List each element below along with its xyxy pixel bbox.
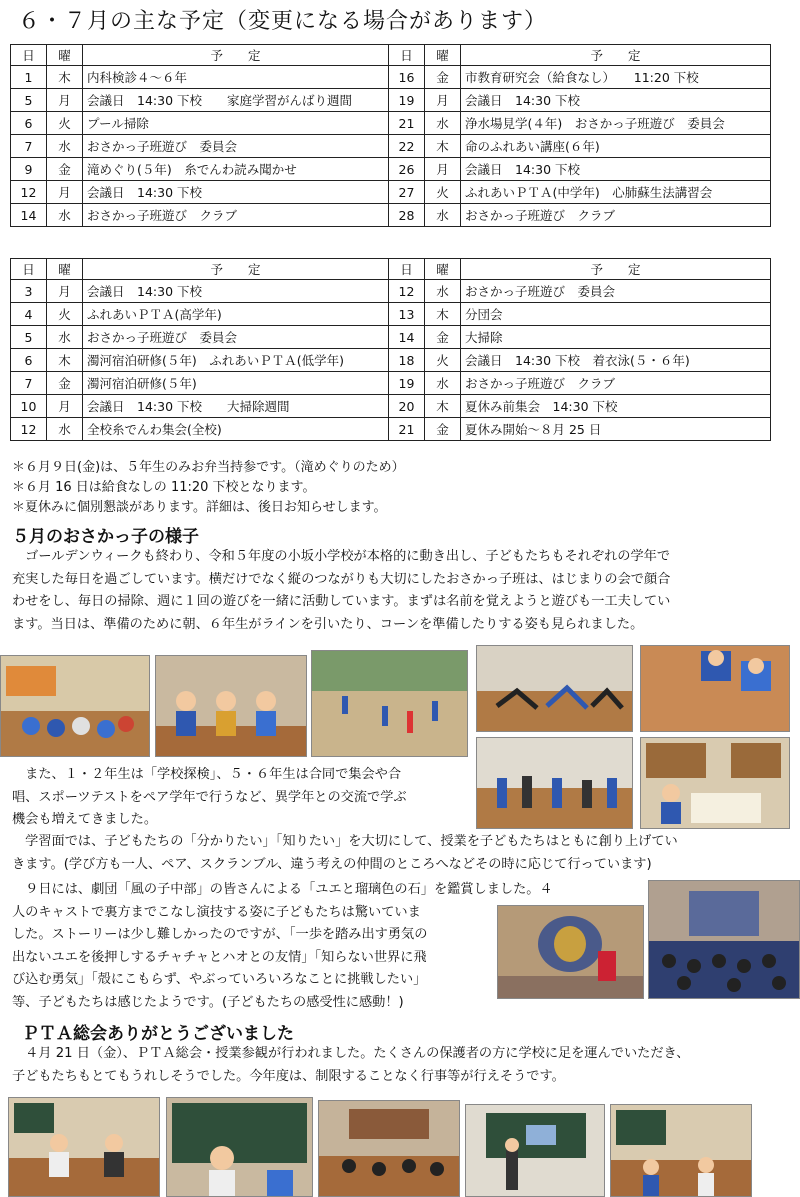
text-line: 出ないユエを後押しするチャチャとハオとの友情」「知らない世界に飛	[12, 949, 427, 965]
header-plan: 予 定	[461, 259, 771, 280]
text-line: 機会も増えてきました。	[12, 812, 158, 827]
plan-cell: 夏休み前集会 14:30 下校	[461, 395, 771, 418]
plan-cell: 大掃除	[461, 326, 771, 349]
day-cell: 5	[11, 326, 47, 349]
weekday-cell: 火	[47, 112, 83, 135]
note-line: ＊夏休みに個別懇談があります。詳細は、後日お知らせします。	[12, 500, 387, 515]
plan-cell: 市教育研究会（給食なし） 11:20 下校	[461, 66, 771, 89]
table-row	[11, 303, 771, 326]
day-cell: 22	[389, 135, 425, 158]
header-day: 日	[389, 45, 425, 66]
plan-cell: 濁河宿泊研修(５年) ふれあいＰＴＡ(低学年)	[83, 349, 389, 372]
weekday-cell: 木	[425, 135, 461, 158]
day-cell: 7	[11, 135, 47, 158]
section-heading-pta: ＰＴＡ総会ありがとうございました	[22, 1024, 294, 1044]
note-line: ＊６月９日(金)は、５年生のみお弁当持参です。（滝めぐりのため）	[12, 460, 405, 475]
day-cell: 6	[11, 349, 47, 372]
text-line: 子どもたちもとてもうれしそうでした。今年度は、制限することなく行事等が行えそうです。	[12, 1068, 565, 1084]
day-cell: 26	[389, 158, 425, 181]
plan-cell: おさかっ子班遊び クラブ	[83, 204, 389, 227]
table-row	[11, 280, 771, 303]
text-line: 人のキャストで裏方までこなし演技する姿に子どもたちは驚いていま	[12, 904, 421, 920]
table-row	[11, 89, 771, 112]
plan-cell: おさかっ子班遊び 委員会	[83, 135, 389, 158]
photo-audience	[648, 880, 800, 999]
day-cell: 14	[11, 204, 47, 227]
july-schedule-table	[10, 258, 771, 441]
table-row	[11, 372, 771, 395]
plan-cell: 会議日 14:30 下校	[83, 280, 389, 303]
plan-cell: おさかっ子班遊び クラブ	[461, 372, 771, 395]
weekday-cell: 水	[425, 112, 461, 135]
plan-cell: 濁河宿泊研修(５年)	[83, 372, 389, 395]
plan-cell: 命のふれあい講座(６年)	[461, 135, 771, 158]
day-cell: 19	[389, 89, 425, 112]
weekday-cell: 月	[47, 280, 83, 303]
day-cell: 10	[11, 395, 47, 418]
header-day: 日	[389, 259, 425, 280]
photo-children-classroom	[0, 655, 150, 757]
weekday-cell: 月	[425, 158, 461, 181]
text-line: 充実した毎日を過ごしています。横だけでなく縦のつながりも大切にしたおさかっ子班は、はじまりの会で顔合	[12, 571, 671, 587]
table-row	[11, 158, 771, 181]
text-line: 唱、スポーツテストをペア学年で行うなど、異学年との交流で学ぶ	[12, 789, 407, 805]
paragraph-may-intro	[12, 546, 792, 636]
table-row	[11, 181, 771, 204]
weekday-cell: 木	[425, 395, 461, 418]
plan-cell: ふれあいＰＴＡ(高学年)	[83, 303, 389, 326]
weekday-cell: 水	[47, 418, 83, 441]
plan-cell: 会議日 14:30 下校 着衣泳(５・６年)	[461, 349, 771, 372]
table-row	[11, 66, 771, 89]
photo-gym-meeting	[318, 1100, 460, 1197]
weekday-cell: 火	[425, 181, 461, 204]
header-weekday: 曜	[47, 259, 83, 280]
table-row	[11, 135, 771, 158]
plan-cell: 夏休み開始～８月 25 日	[461, 418, 771, 441]
plan-cell: おさかっ子班遊び 委員会	[461, 280, 771, 303]
day-cell: 4	[11, 303, 47, 326]
plan-cell: 会議日 14:30 下校 家庭学習がんばり週間	[83, 89, 389, 112]
day-cell: 14	[389, 326, 425, 349]
day-cell: 13	[389, 303, 425, 326]
day-cell: 27	[389, 181, 425, 204]
text-line: きます。(学び方も一人、ペア、スクランブル、違う考えの仲間のところへなどその時に応じて行っています)	[12, 856, 652, 872]
photo-floor-activity	[640, 645, 790, 732]
text-line: ます。当日は、準備のために朝、６年生がラインを引いたり、コーンを準備したりする姿も見られました。	[12, 616, 644, 632]
day-cell: 18	[389, 349, 425, 372]
day-cell: 5	[11, 89, 47, 112]
plan-cell: 会議日 14:30 下校 大掃除週間	[83, 395, 389, 418]
note-line: ＊６月 16 日は給食なしの 11:20 下校となります。	[12, 480, 316, 495]
weekday-cell: 木	[425, 303, 461, 326]
weekday-cell: 水	[425, 372, 461, 395]
weekday-cell: 水	[47, 204, 83, 227]
text-line: ゴールデンウィークも終わり、令和５年度の小坂小学校が本格的に動き出し、子どもたちもそれぞれの学年で	[12, 549, 671, 564]
plan-cell: 滝めぐり(５年) 糸でんわ読み聞かせ	[83, 158, 389, 181]
text-line: 学習面では、子どもたちの「分かりたい」「知りたい」を大切にして、授業を子どもたちはともに創り上げてい	[12, 834, 678, 849]
weekday-cell: 月	[47, 181, 83, 204]
header-day: 日	[11, 259, 47, 280]
text-line: ４月 21 日（金）、ＰＴＡ総会・授業参観が行われました。たくさんの保護者の方に学校に足を運んでいただき、	[12, 1046, 690, 1061]
weekday-cell: 水	[425, 204, 461, 227]
june-schedule-table	[10, 44, 771, 227]
weekday-cell: 木	[47, 66, 83, 89]
weekday-cell: 水	[425, 280, 461, 303]
header-day: 日	[11, 45, 47, 66]
weekday-cell: 金	[47, 158, 83, 181]
photo-library-reading	[640, 737, 790, 829]
table-header-row	[11, 259, 771, 280]
table-row	[11, 326, 771, 349]
day-cell: 3	[11, 280, 47, 303]
plan-cell: プール掃除	[83, 112, 389, 135]
day-cell: 7	[11, 372, 47, 395]
day-cell: 28	[389, 204, 425, 227]
photo-gym-groups	[476, 737, 633, 829]
table-row	[11, 112, 771, 135]
weekday-cell: 金	[47, 372, 83, 395]
weekday-cell: 月	[47, 395, 83, 418]
weekday-cell: 火	[425, 349, 461, 372]
table-row	[11, 349, 771, 372]
paragraph-exchange	[12, 764, 472, 832]
header-plan: 予 定	[461, 45, 771, 66]
plan-cell: おさかっ子班遊び クラブ	[461, 204, 771, 227]
weekday-cell: 火	[47, 303, 83, 326]
section-heading-may: ５月のおさかっ子の様子	[12, 527, 199, 547]
plan-cell: ふれあいＰＴＡ(中学年) 心肺蘇生法講習会	[461, 181, 771, 204]
text-line: 等、子どもたちは感じたようです。(子どもたちの感受性に感動！)	[12, 994, 404, 1010]
photo-playground-game	[311, 650, 468, 757]
plan-cell: 全校糸でんわ集会(全校)	[83, 418, 389, 441]
weekday-cell: 金	[425, 66, 461, 89]
weekday-cell: 木	[47, 349, 83, 372]
header-weekday: 曜	[425, 259, 461, 280]
page-title: ６・７月の主な予定（変更になる場合があります）	[18, 9, 548, 34]
photo-class-observation	[610, 1104, 752, 1197]
plan-cell: 会議日 14:30 下校	[461, 89, 771, 112]
day-cell: 12	[11, 418, 47, 441]
day-cell: 12	[11, 181, 47, 204]
photo-gym-stretching	[476, 645, 633, 732]
plan-cell: 内科検診４～６年	[83, 66, 389, 89]
table-row	[11, 395, 771, 418]
day-cell: 12	[389, 280, 425, 303]
photo-theater-stage	[497, 905, 644, 999]
text-line: また、１・２年生は「学校探検」、５・６年生は合同で集会や合	[12, 767, 402, 782]
text-line: び込む勇気」「殻にこもらず、やぶっていろいろなことに挑戦したい」	[12, 972, 427, 987]
paragraph-study	[12, 831, 792, 876]
weekday-cell: 水	[47, 135, 83, 158]
day-cell: 20	[389, 395, 425, 418]
paragraph-pta	[12, 1043, 792, 1088]
day-cell: 9	[11, 158, 47, 181]
day-cell: 1	[11, 66, 47, 89]
plan-cell: おさかっ子班遊び 委員会	[83, 326, 389, 349]
plan-cell: 浄水場見学(４年) おさかっ子班遊び 委員会	[461, 112, 771, 135]
plan-cell: 会議日 14:30 下校	[461, 158, 771, 181]
header-weekday: 曜	[47, 45, 83, 66]
photo-blackboard-lesson	[166, 1097, 313, 1197]
day-cell: 21	[389, 418, 425, 441]
weekday-cell: 金	[425, 418, 461, 441]
weekday-cell: 水	[47, 326, 83, 349]
day-cell: 6	[11, 112, 47, 135]
plan-cell: 会議日 14:30 下校	[83, 181, 389, 204]
text-line: わせをし、毎日の掃除、週に１回の遊びを一緒に活動しています。まずは名前を覚えようと遊びも一工夫してい	[12, 594, 671, 609]
weekday-cell: 金	[425, 326, 461, 349]
schedule-notes	[12, 458, 405, 518]
photo-teacher-presentation	[465, 1104, 605, 1197]
table-header-row	[11, 45, 771, 66]
day-cell: 19	[389, 372, 425, 395]
weekday-cell: 月	[47, 89, 83, 112]
table-row	[11, 204, 771, 227]
table-row	[11, 418, 771, 441]
plan-cell: 分団会	[461, 303, 771, 326]
text-line: ９日には、劇団「風の子中部」の皆さんによる「ユエと瑠璃色の石」を鑑賞しました。４	[12, 882, 553, 897]
weekday-cell: 月	[425, 89, 461, 112]
day-cell: 21	[389, 112, 425, 135]
text-line: した。ストーリーは少し難しかったのですが、「一歩を踏み出す勇気の	[12, 927, 428, 942]
header-weekday: 曜	[425, 45, 461, 66]
header-plan: 予 定	[83, 259, 389, 280]
photo-parents-classroom	[8, 1097, 160, 1197]
day-cell: 16	[389, 66, 425, 89]
photo-children-seated	[155, 655, 307, 757]
header-plan: 予 定	[83, 45, 389, 66]
